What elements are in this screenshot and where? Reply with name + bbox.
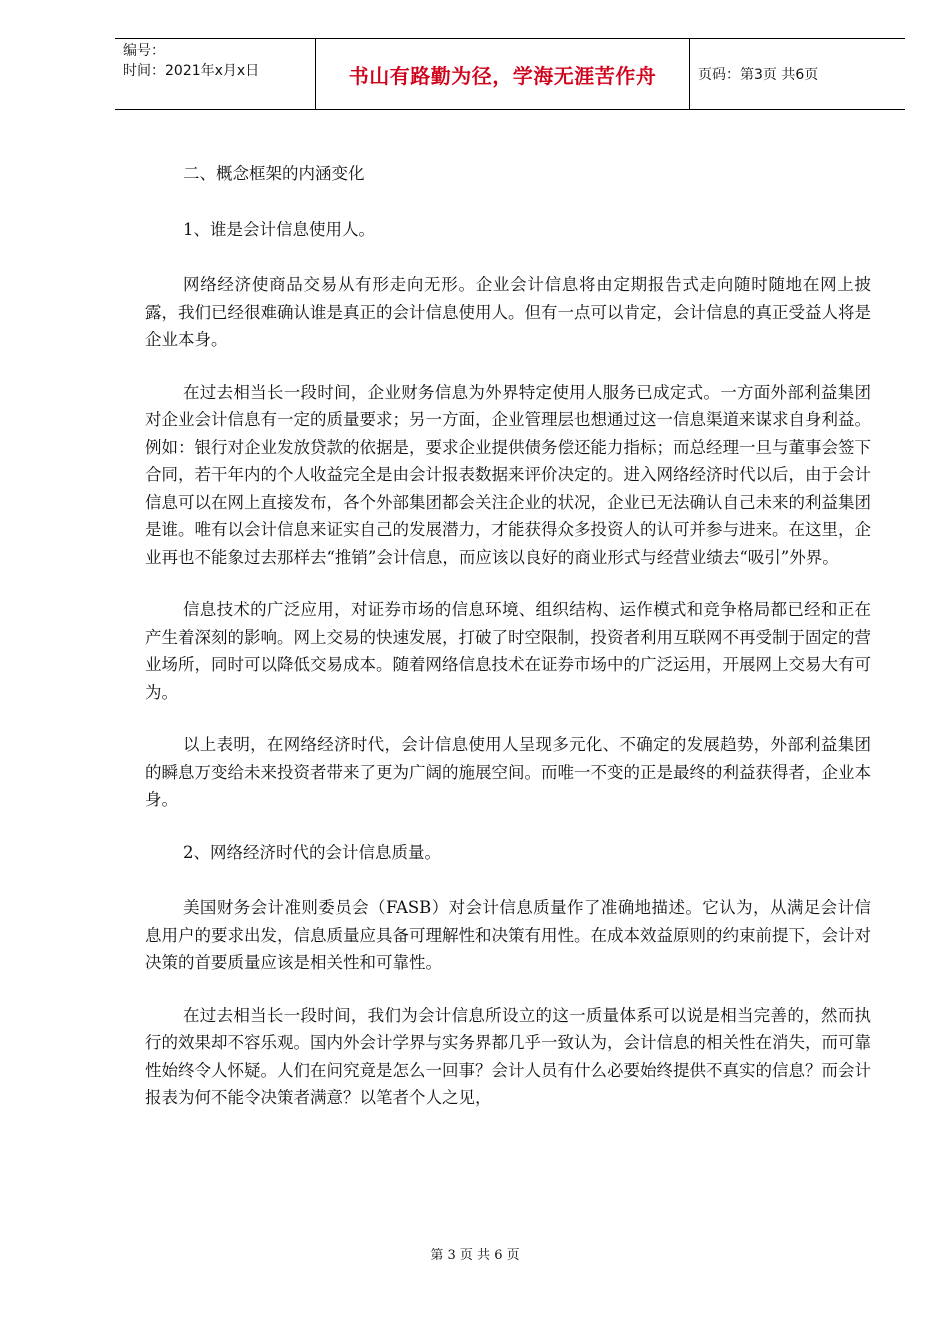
document-time-label: 时间：2021年x月x日 bbox=[123, 63, 260, 79]
paragraph-1: 网络经济使商品交易从有形走向无形。企业会计信息将由定期报告式走向随时随地在网上披露，我们已经很难确认谁是真正的会计信息使用人。但有一点可以肯定，会计信息的真正受益人将是企业本身。 bbox=[145, 275, 871, 349]
paragraph-3: 信息技术的广泛应用，对证券市场的信息环境、组织结构、运作模式和竞争格局都已经和正在产生着深刻的影响。网上交易的快速发展，打破了时空限制，投资者利用互联网不再受制于固定的营业场所，同时可以降低交易成本。随着网络信息技术在证券市场中的广泛运用，开展网上交易大有可为。 bbox=[145, 600, 871, 702]
header-motto: 书山有路勤为径，学海无涯苦作舟 bbox=[348, 63, 657, 88]
paragraph-6: 在过去相当长一段时间，我们为会计信息所设立的这一质量体系可以说是相当完善的，然而执行的效果却不容乐观。国内外会计学界与实务界都几乎一致认为，会计信息的相关性在消失，而可靠性始终令人怀疑。人们在问究竟是怎么一回事？会计人员有什么必要始终提供不真实的信息？而会计报表为何不能令决策者满意？以笔者个人之见， bbox=[145, 1005, 871, 1107]
header-motto-cell bbox=[316, 39, 690, 109]
section-title: 二、概念框架的内涵变化 bbox=[183, 164, 365, 183]
header-meta-cell bbox=[115, 39, 316, 109]
document-body bbox=[145, 160, 871, 1137]
header-page-code: 页码：第3页 共6页 bbox=[698, 67, 819, 83]
subsection-title-1: 1、谁是会计信息使用人。 bbox=[183, 219, 375, 239]
page-footer bbox=[0, 1244, 950, 1263]
page-header bbox=[115, 38, 905, 110]
paragraph-5: 美国财务会计准则委员会（FASB）对会计信息质量作了准确地描述。它认为，从满足会计信息用户的要求出发，信息质量应具备可理解性和决策有用性。在成本效益原则的约束前提下，会计对决策的首要质量应该是相关性和可靠性。 bbox=[145, 898, 871, 972]
header-page-cell bbox=[690, 39, 905, 109]
subsection-title-2: 2、网络经济时代的会计信息质量。 bbox=[183, 842, 441, 862]
footer-page-number: 第 3 页 共 6 页 bbox=[430, 1248, 520, 1263]
paragraph-4: 以上表明，在网络经济时代，会计信息使用人呈现多元化、不确定的发展趋势，外部利益集团的瞬息万变给未来投资者带来了更为广阔的施展空间。而唯一不变的正是最终的利益获得者，企业本身。 bbox=[145, 735, 871, 809]
document-number-label: 编号： bbox=[123, 43, 165, 59]
paragraph-2: 在过去相当长一段时间，企业财务信息为外界特定使用人服务已成定式。一方面外部利益集团对企业会计信息有一定的质量要求；另一方面，企业管理层也想通过这一信息渠道来谋求自身利益。例如：银行对企业发放贷款的依据是，要求企业提供债务偿还能力指标；而总经理一旦与董事会签下合同，若干年内的个人收益完全是由会计报表数据来评价决定的。进入网络经济时代以后，由于会计信息可以在网上直接发布，各个外部集团都会关注企业的状况，企业已无法确认自己未来的利益集团是谁。唯有以会计信息来证实自己的发展潜力，才能获得众多投资人的认可并参与进来。在这里，企业再也不能象过去那样去“推销”会计信息，而应该以良好的商业形式与经营业绩去“吸引”外界。 bbox=[145, 382, 871, 567]
